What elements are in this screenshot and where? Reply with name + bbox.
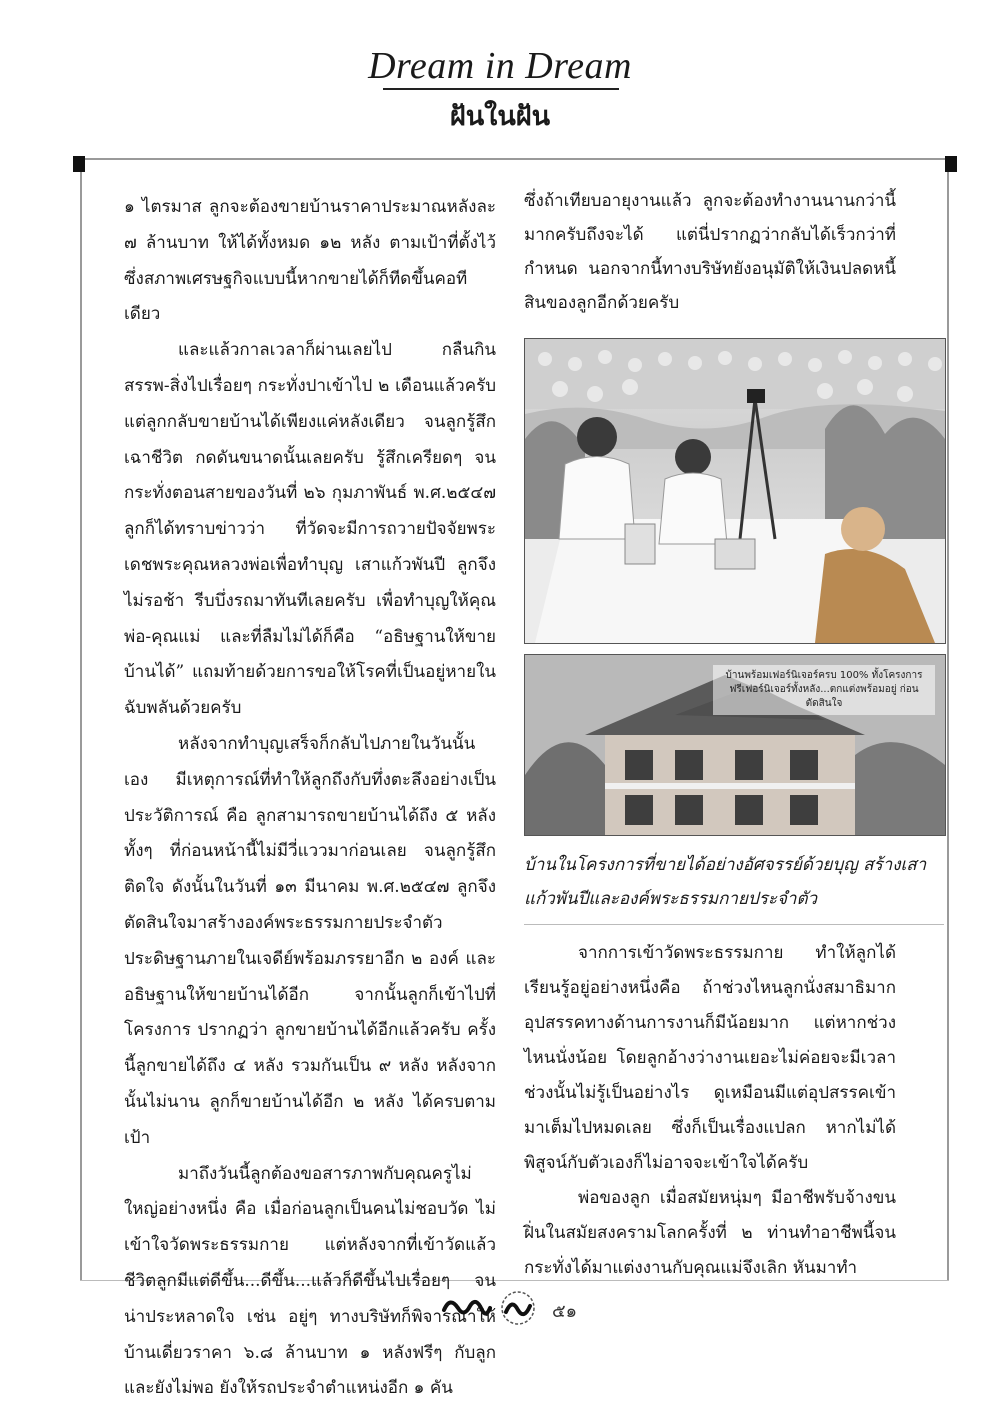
paragraph: และแล้วกาลเวลาก็ผ่านเลยไป กลืนกินสรรพ-สิ่งไปเรื่อยๆ กระทั่งปาเข้าไป ๒ เดือนแล้วครับ แต่ลูกกลับขายบ้านได้เพียงแค่หลังเดียว จนลูกรู้สึกเฉาชีวิต กดดันขนาดนั้นเลยครับ รู้สึกเครียดๆ จนกระทั่งตอนสายของวันที่ ๒๖ กุมภาพันธ์ พ.ศ.๒๕๔๗ ลูกก็ได้ทราบข่าวว่า ที่วัดจะมีการถวายปัจจัยพระเดชพระคุณหลวงพ่อเพื่อทำบุญ เสาแก้วพันปี ลูกจึงไม่รอช้า รีบบึ่งรถมาทันทีเลยครับ เพื่อทำบุญให้คุณพ่อ-คุณแม่ และที่ลืมไม่ได้ก็คือ “อธิษฐานให้ขายบ้านได้” แถมท้ายด้วยการขอให้โรคที่เป็นอยู่หายในฉับพลันด้วยครับ (124, 340, 496, 719)
page-subtitle: ฝันในฝัน (449, 101, 551, 132)
paragraph: มาถึงวันนี้ลูกต้องขอสารภาพกับคุณครูไม่ใหญ่อย่างหนึ่ง คือ เมื่อก่อนลูกเป็นคนไม่ชอบวัด ไม่เข้าใจวัดพระธรรมกาย แต่หลังจากที่เข้าวัดแล้ว ชีวิตลูกมีแต่ดีขึ้น...ดีขึ้น...แล้วก็ดีขึ้นไปเรื่อยๆ จนน่าประหลาดใจ เช่น อยู่ๆ ทางบริษัทก็พิจารณาให้บ้านเดี่ยวราคา ๖.๘ ล้านบาท ๑ หลังฟรีๆ กับลูก และยังไม่พอ ยังให้รถประจำตำแหน่งอีก ๑ คัน (124, 1163, 496, 1399)
ceremony-photo-illustration (525, 339, 945, 643)
paragraph: หลังจากทำบุญเสร็จก็กลับไปภายในวันนั้นเอง มีเหตุการณ์ที่ทำให้ลูกถึงกับทึ่งตะลึงอย่างเป็นประวัติการณ์ คือ ลูกสามารถขายบ้านได้ถึง ๕ หลัง ทั้งๆ ที่ก่อนหน้านี้ไม่มีวี่แววมาก่อนเลย จนลูกรู้สึกติดใจ ดังนั้นในวันที่ ๑๓ มีนาคม พ.ศ.๒๕๔๗ ลูกจึงตัดสินใจมาสร้างองค์พระธรรมกายประจำตัวประดิษฐานภายในเจดีย์พร้อมภรรยาอีก ๒ องค์ และอธิษฐานให้ขายบ้านได้อีก จากนั้นลูกก็เข้าไปที่โครงการ ปรากฏว่า ลูกขายบ้านได้อีกแล้วครับ ครั้งนี้ลูกขายได้ถึง ๔ หลัง รวมกันเป็น ๙ หลัง หลังจากนั้นไม่นาน ลูกก็ขายบ้านได้อีก ๒ หลัง ได้ครบตามเป้า (124, 733, 496, 1148)
right-column-bottom (524, 936, 896, 1286)
ceremony-photo (524, 338, 946, 644)
frame-top-rule (74, 158, 956, 160)
house-promo-banner: บ้านพร้อมเฟอร์นิเจอร์ครบ 100% ทั้งโครงการ ฟรีเฟอร์นิเจอร์ทั้งหลัง...ตกแต่งพร้อมอยู่ ก่อนตัดสินใจ (713, 665, 935, 715)
page-title: Dream in Dream (368, 45, 632, 87)
magazine-logo-icon (440, 1288, 548, 1328)
page-number: ๕๑ (552, 1301, 578, 1322)
right-column-top (524, 184, 896, 320)
paragraph: จากการเข้าวัดพระธรรมกาย ทำให้ลูกได้เรียนรู้อยู่อย่างหนึ่งคือ ถ้าช่วงไหนลูกนั่งสมาธิมาก อุปสรรคทางด้านการงานก็มีน้อยมาก แต่หากช่วงไหนนั่งน้อย โดยลูกอ้างว่างานเยอะไม่ค่อยจะมีเวลา ช่วงนั้นไม่รู้เป็นอย่างไร ดูเหมือนมีแต่อุปสรรคเข้ามาเต็มไปหมดเลย ซึ่งก็เป็นเรื่องแปลก หากไม่ได้พิสูจน์กับตัวเองก็ไม่อาจจะเข้าใจได้ครับ (524, 943, 896, 1173)
frame-right-rule (947, 158, 949, 1280)
frame-corner-right (945, 156, 957, 172)
paragraph: ซึ่งถ้าเทียบอายุงานแล้ว ลูกจะต้องทำงานนานกว่านี้มากครับถึงจะได้ แต่นี่ปรากฏว่ากลับได้เร็วกว่าที่กำหนด นอกจากนี้ทางบริษัทยังอนุมัติให้เงินปลดหนี้สินของลูกอีกด้วยครับ (524, 191, 896, 313)
title-underline (383, 88, 619, 90)
frame-corner-left (73, 156, 85, 172)
house-photo (524, 654, 946, 836)
frame-left-rule (80, 158, 82, 1280)
photo-caption: บ้านในโครงการที่ขายได้อย่างอัศจรรย์ด้วยบุญ สร้างเสาแก้วพันปีและองค์พระธรรมกายประจำตัว (524, 855, 927, 909)
caption-divider (524, 924, 944, 925)
paragraph: ๑ ไตรมาส ลูกจะต้องขายบ้านราคาประมาณหลังละ ๗ ล้านบาท ให้ได้ทั้งหมด ๑๒ หลัง ตามเป้าที่ตั้งไว้ ซึ่งสภาพเศรษฐกิจแบบนี้หากขายได้ก็ทีดขึ้นคอทีเดียว (124, 197, 496, 325)
paragraph: พ่อของลูก เมื่อสมัยหนุ่มๆ มีอาชีพรับจ้างขนฝิ่นในสมัยสงครามโลกครั้งที่ ๒ ท่านทำอาชีพนี้จนกระทั่งได้มาแต่งงานกับคุณแม่จึงเลิก หันมาทำ (524, 1188, 896, 1278)
left-column (124, 190, 496, 1407)
